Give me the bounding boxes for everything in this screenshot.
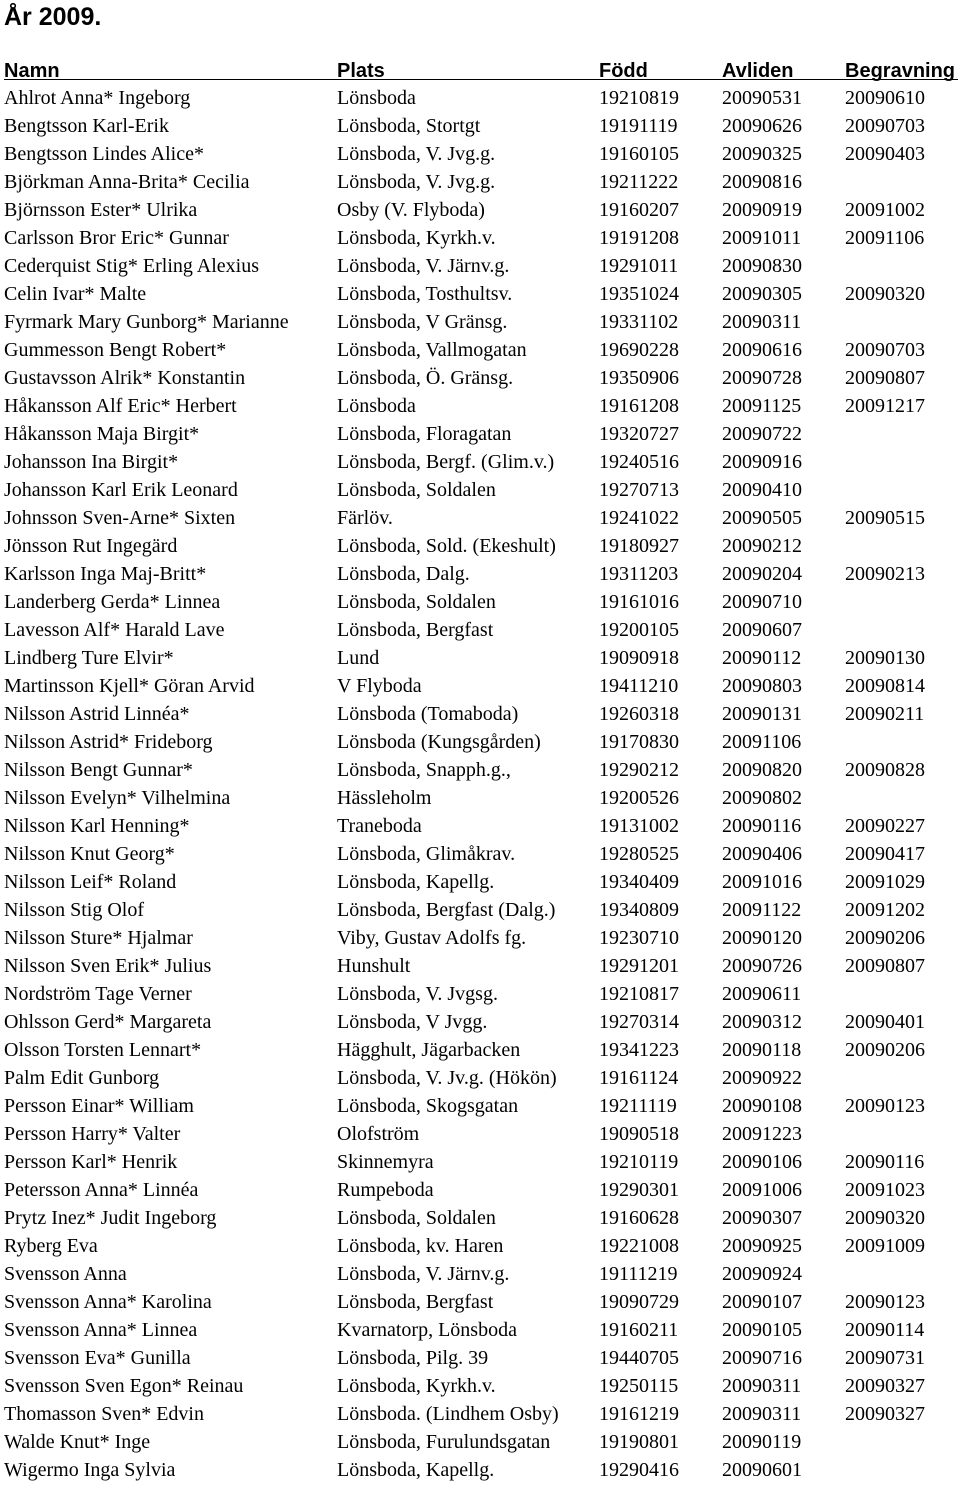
cell-born: 19210819 xyxy=(599,87,679,109)
cell-died: 20090802 xyxy=(722,787,802,809)
cell-born: 19090918 xyxy=(599,647,679,669)
table-row xyxy=(0,1400,960,1428)
cell-buried: 20090703 xyxy=(845,339,925,361)
cell-name: Jönsson Rut Ingegärd xyxy=(4,535,178,557)
cell-name: Nilsson Sture* Hjalmar xyxy=(4,927,193,949)
cell-died: 20091106 xyxy=(722,731,802,753)
cell-place: Traneboda xyxy=(337,815,422,837)
cell-died: 20090106 xyxy=(722,1151,802,1173)
cell-name: Svensson Sven Egon* Reinau xyxy=(4,1375,244,1397)
cell-born: 19291011 xyxy=(599,255,679,277)
cell-place: Lönsboda, V. Jvg.g. xyxy=(337,171,496,193)
cell-name: Björkman Anna-Brita* Cecilia xyxy=(4,171,250,193)
table-row xyxy=(0,840,960,868)
table-row xyxy=(0,420,960,448)
cell-died: 20090406 xyxy=(722,843,802,865)
table-row xyxy=(0,252,960,280)
cell-born: 19240516 xyxy=(599,451,679,473)
cell-born: 19270314 xyxy=(599,1011,679,1033)
cell-born: 19161124 xyxy=(599,1067,679,1089)
cell-buried: 20090320 xyxy=(845,1207,925,1229)
cell-buried: 20090417 xyxy=(845,843,925,865)
header-underline xyxy=(4,79,958,80)
cell-born: 19161016 xyxy=(599,591,679,613)
cell-died: 20090108 xyxy=(722,1095,802,1117)
cell-name: Petersson Anna* Linnéa xyxy=(4,1179,199,1201)
cell-died: 20090722 xyxy=(722,423,802,445)
table-row xyxy=(0,392,960,420)
cell-died: 20090803 xyxy=(722,675,802,697)
cell-place: Lönsboda, V Jvgg. xyxy=(337,1011,488,1033)
cell-name: Lindberg Ture Elvir* xyxy=(4,647,174,669)
cell-died: 20090120 xyxy=(722,927,802,949)
cell-place: Lönsboda, Kyrkh.v. xyxy=(337,1375,496,1397)
cell-name: Karlsson Inga Maj-Britt* xyxy=(4,563,207,585)
cell-name: Martinsson Kjell* Göran Arvid xyxy=(4,675,255,697)
cell-name: Olsson Torsten Lennart* xyxy=(4,1039,202,1061)
cell-died: 20090616 xyxy=(722,339,802,361)
cell-born: 19200105 xyxy=(599,619,679,641)
cell-born: 19350906 xyxy=(599,367,679,389)
cell-buried: 20091023 xyxy=(845,1179,925,1201)
cell-born: 19160211 xyxy=(599,1319,679,1341)
cell-born: 19340809 xyxy=(599,899,679,921)
table-row xyxy=(0,644,960,672)
cell-died: 20090112 xyxy=(722,647,802,669)
cell-born: 19311203 xyxy=(599,563,679,585)
cell-buried: 20090828 xyxy=(845,759,925,781)
cell-born: 19111219 xyxy=(599,1263,678,1285)
cell-place: Lönsboda, V. Jv.g. (Hökön) xyxy=(337,1067,557,1089)
table-row xyxy=(0,196,960,224)
cell-name: Walde Knut* Inge xyxy=(4,1431,151,1453)
cell-place: Lönsboda, Bergfast (Dalg.) xyxy=(337,899,556,921)
cell-place: Osby (V. Flyboda) xyxy=(337,199,485,221)
cell-place: Lönsboda, V Gränsg. xyxy=(337,311,508,333)
cell-buried: 20090123 xyxy=(845,1291,925,1313)
cell-died: 20090119 xyxy=(722,1431,802,1453)
column-header-born: Född xyxy=(599,60,648,82)
cell-born: 19331102 xyxy=(599,311,679,333)
table-row xyxy=(0,784,960,812)
cell-died: 20090105 xyxy=(722,1319,802,1341)
cell-buried: 20090814 xyxy=(845,675,925,697)
table-row xyxy=(0,980,960,1008)
cell-born: 19191208 xyxy=(599,227,679,249)
cell-place: Rumpeboda xyxy=(337,1179,434,1201)
cell-died: 20090919 xyxy=(722,199,802,221)
cell-buried: 20091202 xyxy=(845,899,925,921)
cell-born: 19341223 xyxy=(599,1039,679,1061)
cell-born: 19190801 xyxy=(599,1431,679,1453)
cell-buried: 20090807 xyxy=(845,955,925,977)
cell-name: Johansson Ina Birgit* xyxy=(4,451,179,473)
cell-died: 20090716 xyxy=(722,1347,802,1369)
cell-place: Lönsboda, Soldalen xyxy=(337,591,496,613)
cell-born: 19280525 xyxy=(599,843,679,865)
table-row xyxy=(0,924,960,952)
cell-died: 20090116 xyxy=(722,815,802,837)
cell-place: V Flyboda xyxy=(337,675,422,697)
cell-place: Lönsboda, Dalg. xyxy=(337,563,470,585)
table-row xyxy=(0,728,960,756)
cell-name: Håkansson Maja Birgit* xyxy=(4,423,200,445)
cell-place: Lönsboda, Stortgt xyxy=(337,115,481,137)
table-row xyxy=(0,476,960,504)
cell-place: Lönsboda, Glimåkrav. xyxy=(337,843,516,865)
cell-place: Lönsboda, Pilg. 39 xyxy=(337,1347,489,1369)
table-row xyxy=(0,168,960,196)
cell-died: 20091122 xyxy=(722,899,802,921)
table-row xyxy=(0,224,960,252)
table-row xyxy=(0,1288,960,1316)
cell-born: 19230710 xyxy=(599,927,679,949)
cell-born: 19290416 xyxy=(599,1459,679,1481)
cell-name: Gummesson Bengt Robert* xyxy=(4,339,227,361)
cell-died: 20090924 xyxy=(722,1263,802,1285)
cell-born: 19210119 xyxy=(599,1151,679,1173)
cell-place: Lönsboda, V. Järnv.g. xyxy=(337,1263,510,1285)
cell-buried: 20091002 xyxy=(845,199,925,221)
cell-place: Lönsboda (Kungsgården) xyxy=(337,731,541,753)
cell-born: 19440705 xyxy=(599,1347,679,1369)
table-row xyxy=(0,952,960,980)
cell-name: Thomasson Sven* Edvin xyxy=(4,1403,204,1425)
cell-name: Svensson Eva* Gunilla xyxy=(4,1347,191,1369)
cell-born: 19290212 xyxy=(599,759,679,781)
cell-died: 20091223 xyxy=(722,1123,802,1145)
cell-name: Bengtsson Karl-Erik xyxy=(4,115,169,137)
cell-died: 20090607 xyxy=(722,619,802,641)
cell-died: 20090305 xyxy=(722,283,802,305)
table-row xyxy=(0,1120,960,1148)
cell-buried: 20091029 xyxy=(845,871,925,893)
cell-place: Viby, Gustav Adolfs fg. xyxy=(337,927,527,949)
table-row xyxy=(0,448,960,476)
table-row xyxy=(0,1008,960,1036)
table-row xyxy=(0,756,960,784)
column-header-died: Avliden xyxy=(722,60,794,82)
cell-died: 20090118 xyxy=(722,1039,802,1061)
table-row xyxy=(0,868,960,896)
table-row xyxy=(0,1372,960,1400)
cell-born: 19211119 xyxy=(599,1095,677,1117)
cell-born: 19161208 xyxy=(599,395,679,417)
cell-place: Hägghult, Jägarbacken xyxy=(337,1039,521,1061)
cell-name: Nilsson Karl Henning* xyxy=(4,815,190,837)
cell-born: 19290301 xyxy=(599,1179,679,1201)
cell-name: Ahlrot Anna* Ingeborg xyxy=(4,87,191,109)
cell-place: Lönsboda, Soldalen xyxy=(337,1207,496,1229)
cell-name: Nilsson Sven Erik* Julius xyxy=(4,955,212,977)
cell-born: 19200526 xyxy=(599,787,679,809)
cell-born: 19160105 xyxy=(599,143,679,165)
cell-name: Fyrmark Mary Gunborg* Marianne xyxy=(4,311,289,333)
table-row xyxy=(0,616,960,644)
cell-buried: 20090403 xyxy=(845,143,925,165)
cell-place: Lönsboda, Floragatan xyxy=(337,423,512,445)
cell-place: Lönsboda, Kapellg. xyxy=(337,871,495,893)
table-row xyxy=(0,1456,960,1484)
cell-name: Nilsson Knut Georg* xyxy=(4,843,175,865)
table-row xyxy=(0,1428,960,1456)
table-row xyxy=(0,672,960,700)
cell-name: Nilsson Astrid* Frideborg xyxy=(4,731,213,753)
cell-buried: 20091217 xyxy=(845,395,925,417)
cell-died: 20090505 xyxy=(722,507,802,529)
cell-buried: 20090123 xyxy=(845,1095,925,1117)
cell-buried: 20090731 xyxy=(845,1347,925,1369)
cell-born: 19250115 xyxy=(599,1375,679,1397)
cell-died: 20091011 xyxy=(722,227,802,249)
cell-name: Cederquist Stig* Erling Alexius xyxy=(4,255,259,277)
table-row xyxy=(0,308,960,336)
cell-place: Färlöv. xyxy=(337,507,393,529)
table-row xyxy=(0,112,960,140)
cell-place: Lönsboda, V. Jvg.g. xyxy=(337,143,496,165)
cell-died: 20090311 xyxy=(722,1375,802,1397)
table-row xyxy=(0,140,960,168)
cell-place: Lönsboda, kv. Haren xyxy=(337,1235,504,1257)
cell-buried: 20090206 xyxy=(845,927,925,949)
cell-died: 20090107 xyxy=(722,1291,802,1313)
cell-born: 19090518 xyxy=(599,1123,679,1145)
cell-buried: 20090206 xyxy=(845,1039,925,1061)
cell-born: 19320727 xyxy=(599,423,679,445)
cell-died: 20090916 xyxy=(722,451,802,473)
table-row xyxy=(0,1036,960,1064)
cell-place: Hässleholm xyxy=(337,787,432,809)
table-row xyxy=(0,1344,960,1372)
table-row xyxy=(0,1064,960,1092)
column-header-place: Plats xyxy=(337,60,385,82)
cell-name: Svensson Anna xyxy=(4,1263,127,1285)
cell-born: 19180927 xyxy=(599,535,679,557)
table-row xyxy=(0,812,960,840)
cell-place: Lönsboda, Bergfast xyxy=(337,619,494,641)
table-row xyxy=(0,560,960,588)
cell-died: 20090816 xyxy=(722,171,802,193)
cell-place: Lönsboda, Tosthultsv. xyxy=(337,283,513,305)
cell-born: 19090729 xyxy=(599,1291,679,1313)
cell-died: 20091016 xyxy=(722,871,802,893)
table-row xyxy=(0,336,960,364)
cell-name: Persson Harry* Valter xyxy=(4,1123,181,1145)
cell-name: Svensson Anna* Karolina xyxy=(4,1291,212,1313)
table-row xyxy=(0,84,960,112)
cell-buried: 20090116 xyxy=(845,1151,925,1173)
cell-died: 20090728 xyxy=(722,367,802,389)
table-row xyxy=(0,1148,960,1176)
column-header-buried: Begravning xyxy=(845,60,956,82)
cell-name: Wigermo Inga Sylvia xyxy=(4,1459,176,1481)
cell-name: Svensson Anna* Linnea xyxy=(4,1319,198,1341)
cell-name: Landerberg Gerda* Linnea xyxy=(4,591,221,613)
table-row xyxy=(0,1232,960,1260)
cell-died: 20090611 xyxy=(722,983,802,1005)
cell-born: 19690228 xyxy=(599,339,679,361)
table-row xyxy=(0,1176,960,1204)
cell-place: Lönsboda, Soldalen xyxy=(337,479,496,501)
table-row xyxy=(0,700,960,728)
cell-died: 20091006 xyxy=(722,1179,802,1201)
cell-born: 19191119 xyxy=(599,115,678,137)
cell-born: 19131002 xyxy=(599,815,679,837)
cell-died: 20090925 xyxy=(722,1235,802,1257)
cell-died: 20090726 xyxy=(722,955,802,977)
cell-name: Ohlsson Gerd* Margareta xyxy=(4,1011,212,1033)
cell-died: 20091125 xyxy=(722,395,802,417)
cell-died: 20090710 xyxy=(722,591,802,613)
cell-died: 20090410 xyxy=(722,479,802,501)
cell-born: 19291201 xyxy=(599,955,679,977)
cell-buried: 20090211 xyxy=(845,703,925,725)
column-header-name: Namn xyxy=(4,60,60,82)
cell-name: Nilsson Bengt Gunnar* xyxy=(4,759,193,781)
cell-name: Carlsson Bror Eric* Gunnar xyxy=(4,227,229,249)
cell-name: Lavesson Alf* Harald Lave xyxy=(4,619,225,641)
cell-buried: 20090703 xyxy=(845,115,925,137)
cell-buried: 20090807 xyxy=(845,367,925,389)
cell-died: 20090212 xyxy=(722,535,802,557)
cell-buried: 20090213 xyxy=(845,563,925,585)
cell-place: Lönsboda, Sold. (Ekeshult) xyxy=(337,535,556,557)
cell-buried: 20090515 xyxy=(845,507,925,529)
cell-buried: 20090401 xyxy=(845,1011,925,1033)
cell-place: Kvarnatorp, Lönsboda xyxy=(337,1319,517,1341)
cell-place: Lönsboda, Furulundsgatan xyxy=(337,1431,551,1453)
cell-born: 19210817 xyxy=(599,983,679,1005)
cell-died: 20090131 xyxy=(722,703,802,725)
cell-place: Skinnemyra xyxy=(337,1151,434,1173)
cell-buried: 20090327 xyxy=(845,1375,925,1397)
cell-born: 19160628 xyxy=(599,1207,679,1229)
cell-buried: 20090114 xyxy=(845,1319,925,1341)
cell-name: Johansson Karl Erik Leonard xyxy=(4,479,238,501)
cell-place: Lönsboda, Ö. Gränsg. xyxy=(337,367,514,389)
cell-name: Johnsson Sven-Arne* Sixten xyxy=(4,507,236,529)
cell-place: Lönsboda (Tomaboda) xyxy=(337,703,519,725)
table-row xyxy=(0,1260,960,1288)
cell-born: 19160207 xyxy=(599,199,679,221)
cell-name: Björnsson Ester* Ulrika xyxy=(4,199,198,221)
cell-name: Håkansson Alf Eric* Herbert xyxy=(4,395,237,417)
cell-place: Lönsboda, V. Järnv.g. xyxy=(337,255,510,277)
cell-born: 19161219 xyxy=(599,1403,679,1425)
cell-name: Nilsson Leif* Roland xyxy=(4,871,177,893)
table-row xyxy=(0,1092,960,1120)
cell-place: Lönsboda, Kapellg. xyxy=(337,1459,495,1481)
cell-born: 19260318 xyxy=(599,703,679,725)
cell-place: Lönsboda, V. Jvgsg. xyxy=(337,983,498,1005)
cell-name: Persson Karl* Henrik xyxy=(4,1151,178,1173)
cell-name: Celin Ivar* Malte xyxy=(4,283,147,305)
cell-place: Lönsboda. (Lindhem Osby) xyxy=(337,1403,559,1425)
page-title: År 2009. xyxy=(4,3,102,31)
cell-name: Nilsson Stig Olof xyxy=(4,899,145,921)
table-body xyxy=(0,84,960,1484)
cell-place: Lönsboda, Bergf. (Glim.v.) xyxy=(337,451,555,473)
cell-name: Gustavsson Alrik* Konstantin xyxy=(4,367,246,389)
cell-place: Lönsboda xyxy=(337,87,416,109)
table-row xyxy=(0,504,960,532)
cell-name: Nordström Tage Verner xyxy=(4,983,192,1005)
cell-died: 20090311 xyxy=(722,311,802,333)
cell-born: 19241022 xyxy=(599,507,679,529)
table-row xyxy=(0,532,960,560)
cell-buried: 20090130 xyxy=(845,647,925,669)
cell-born: 19221008 xyxy=(599,1235,679,1257)
cell-place: Hunshult xyxy=(337,955,411,977)
cell-born: 19170830 xyxy=(599,731,679,753)
cell-name: Bengtsson Lindes Alice* xyxy=(4,143,204,165)
cell-buried: 20090227 xyxy=(845,815,925,837)
table-row xyxy=(0,896,960,924)
cell-died: 20090204 xyxy=(722,563,802,585)
cell-died: 20090531 xyxy=(722,87,802,109)
cell-place: Lönsboda, Skogsgatan xyxy=(337,1095,519,1117)
cell-died: 20090820 xyxy=(722,759,802,781)
cell-place: Lönsboda, Vallmogatan xyxy=(337,339,527,361)
cell-died: 20090830 xyxy=(722,255,802,277)
cell-born: 19340409 xyxy=(599,871,679,893)
table-row xyxy=(0,588,960,616)
cell-buried: 20091106 xyxy=(845,227,925,249)
cell-name: Prytz Inez* Judit Ingeborg xyxy=(4,1207,217,1229)
cell-died: 20090922 xyxy=(722,1067,802,1089)
cell-born: 19270713 xyxy=(599,479,679,501)
cell-place: Lönsboda xyxy=(337,395,416,417)
cell-died: 20090325 xyxy=(722,143,802,165)
cell-died: 20090311 xyxy=(722,1403,802,1425)
table-row xyxy=(0,364,960,392)
cell-name: Palm Edit Gunborg xyxy=(4,1067,160,1089)
cell-born: 19351024 xyxy=(599,283,679,305)
cell-buried: 20090320 xyxy=(845,283,925,305)
cell-place: Lönsboda, Snapph.g., xyxy=(337,759,511,781)
cell-place: Lönsboda, Kyrkh.v. xyxy=(337,227,496,249)
cell-died: 20090307 xyxy=(722,1207,802,1229)
cell-buried: 20090610 xyxy=(845,87,925,109)
cell-name: Nilsson Astrid Linnéa* xyxy=(4,703,190,725)
cell-place: Olofström xyxy=(337,1123,420,1145)
cell-name: Ryberg Eva xyxy=(4,1235,98,1257)
cell-buried: 20090327 xyxy=(845,1403,925,1425)
cell-place: Lönsboda, Bergfast xyxy=(337,1291,494,1313)
cell-name: Nilsson Evelyn* Vilhelmina xyxy=(4,787,231,809)
cell-born: 19211222 xyxy=(599,171,679,193)
cell-buried: 20091009 xyxy=(845,1235,925,1257)
table-row xyxy=(0,280,960,308)
cell-died: 20090626 xyxy=(722,115,802,137)
table-row xyxy=(0,1204,960,1232)
cell-died: 20090312 xyxy=(722,1011,802,1033)
cell-place: Lund xyxy=(337,647,380,669)
cell-born: 19411210 xyxy=(599,675,679,697)
table-row xyxy=(0,1316,960,1344)
cell-died: 20090601 xyxy=(722,1459,802,1481)
cell-name: Persson Einar* William xyxy=(4,1095,194,1117)
